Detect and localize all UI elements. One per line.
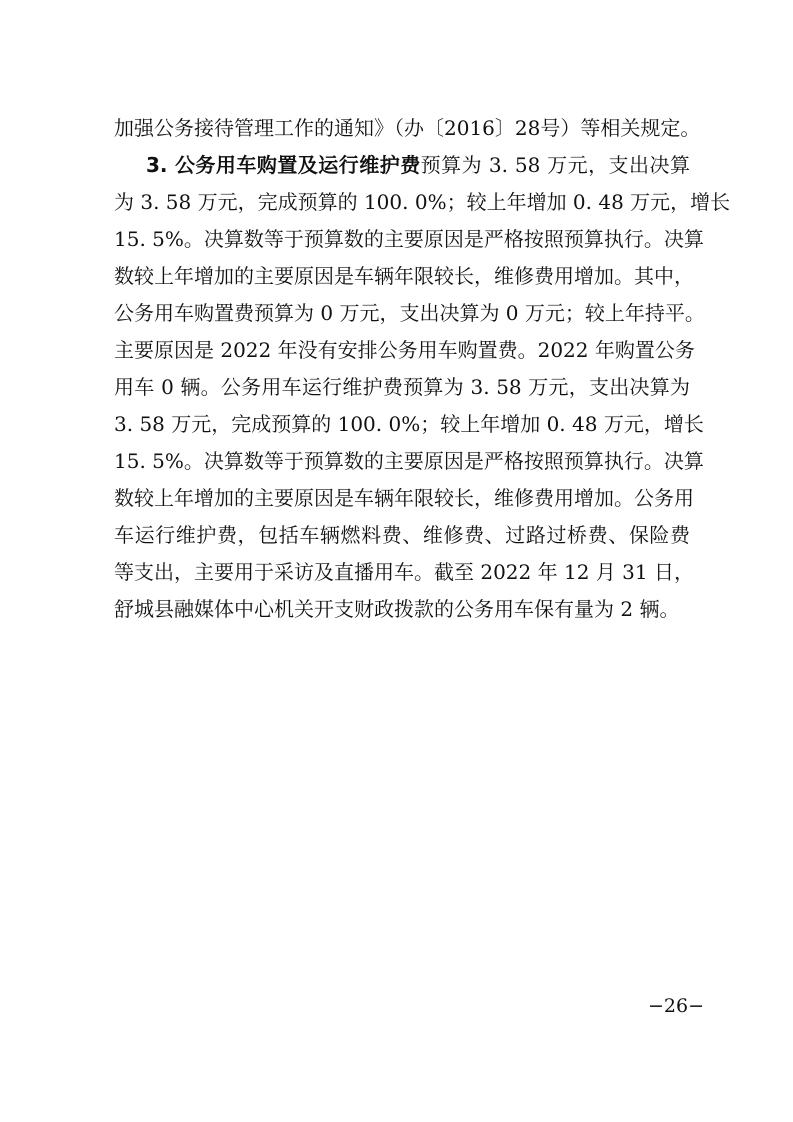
text-line-4: 15. 5%。决算数等于预算数的主要原因是严格按照预算执行。决算 (114, 227, 704, 251)
text-line-1: 加强公务接待管理工作的通知》（办〔2016〕28号）等相关规定。 (114, 116, 701, 140)
text-line-12: 车运行维护费，包括车辆燃料费、维修费、过路过桥费、保险费 (114, 523, 690, 547)
text-line-2 (114, 147, 690, 184)
text-line-3: 为 3. 58 万元，完成预算的 100. 0%；较上年增加 0. 48 万元，增长 (114, 190, 731, 214)
body-text (114, 110, 731, 628)
text-line-9: 3. 58 万元，完成预算的 100. 0%；较上年增加 0. 48 万元，增长 (114, 412, 704, 436)
text-line-8: 用车 0 辆。公务用车运行维护费预算为 3. 58 万元，支出决算为 (114, 375, 690, 399)
text-line-6: 公务用车购置费预算为 0 万元，支出决算为 0 万元；较上年持平。 (114, 301, 705, 325)
text-line-13: 等支出，主要用于采访及直播用车。截至 2022 年 12 月 31 日， (114, 560, 694, 584)
text-line-14: 舒城县融媒体中心机关开支财政拨款的公务用车保有量为 2 辆。 (114, 597, 680, 621)
section-heading: 3. 公务用车购置及运行维护费 (146, 153, 421, 177)
text-line-7: 主要原因是 2022 年没有安排公务用车购置费。2022 年购置公务 (114, 338, 695, 362)
page-number: −26− (648, 995, 705, 1017)
text-line-5: 数较上年增加的主要原因是车辆年限较长，维修费用增加。其中， (114, 264, 694, 288)
section-heading-continuation: 预算为 3. 58 万元，支出决算 (420, 153, 690, 177)
text-line-10: 15. 5%。决算数等于预算数的主要原因是严格按照预算执行。决算 (114, 449, 704, 473)
text-line-11: 数较上年增加的主要原因是车辆年限较长，维修费用增加。公务用 (114, 486, 694, 510)
